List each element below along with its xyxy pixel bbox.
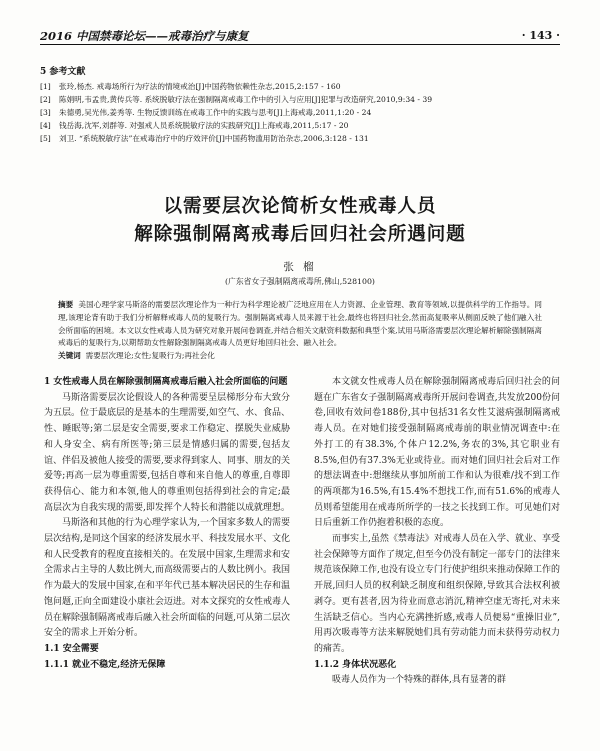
body-column-left	[44, 375, 290, 673]
abstract	[58, 299, 542, 350]
body-paragraph: 马斯洛和其他的行为心理学家认为,一个国家多数人的需要层次结构,是同这个国家的经济发展水平、科技发展水平、文化和人民受教育的程度直接相关的。在发展中国家,生理需求和安全需求占主导的人数比例大,而高级需要占的人数比例小。我国作为最大的发展中国家,在和平年代已基本解决居民的生存和温饱问题,正向全面建设小康社会迈进。对本文探究的女性戒毒人员在解除强制隔离戒毒后融入社会所面临的问题,可从第二层次安全的需求上开始分析。	[44, 518, 290, 639]
author-name: 张 榴	[283, 261, 317, 273]
header-rule	[40, 44, 560, 45]
reference-number: [1]	[40, 82, 51, 92]
article-title-line-2: 解除强制隔离戒毒后回归社会所遇问题	[134, 224, 466, 245]
abstract-text: 美国心理学家马斯洛的需要层次理论作为一种行为科学理论被广泛地应用在人力资源、企业管理、教育等领域,以提供科学的工作指导。同理,该理论背有助于我们分析解释戒毒人员的复吸行为。强制隔离戒毒人员来源于社会,最终也将回归社会,然而高复吸率从侧面反映了他们融入社会所面临的困境。本文以女性戒毒人员为研究对象开展问卷调查,并结合相关文献资料数据和典型个案,试用马斯洛需要层次理论解析解除强制隔离戒毒后的复吸行为,以期帮助女性解除强制隔离戒毒人员更好地回归社会、融入社会。	[58, 300, 542, 348]
article-title-line-1: 以需要层次论简析女性戒毒人员	[163, 196, 437, 217]
keywords-label: 关键词	[58, 351, 81, 361]
reference-item	[40, 132, 560, 145]
reference-item	[40, 80, 560, 93]
body-paragraph: 本文就女性戒毒人员在解除强制隔离戒毒后回归社会的问题在广东省女子强制隔离戒毒所开展问卷调查,共发放200份问卷,回收有效问卷188份,其中包括31名女性艾滋病强制隔离戒毒人员。在对她们接受强制隔离戒毒前的职业情况调查中:在外打工的有38.3%,个体户12.2%,务农的3%,其它职业有8.5%,但仍有37.3%无业或待业。而对她们回归社会后对工作的想法调查中:想继续从事加所前工作和认为很难/找不到工作的两项都为16.5%,有15.4%不想找工作,而有51.6%的戒毒人员则希望能用在戒毒所所学的一技之长找到工作。可见她们对日后重新工作仍抱着积极的态度。	[314, 377, 560, 529]
reference-number: [3]	[40, 108, 51, 118]
reference-number: [2]	[40, 95, 51, 105]
keywords	[58, 350, 542, 363]
body-column-right	[314, 375, 560, 689]
section-heading: 1 女性戒毒人员在解除强制隔离戒毒后融入社会所面临的问题	[44, 377, 288, 387]
page-number: · 143 ·	[521, 29, 560, 42]
reference-text: 陈娟明,韦孟贵,黄传兵等. 系统脱敏疗法在强制隔离戒毒工作中的引入与应用[J]犯罪与改造研究,2010,9:34 - 39	[59, 95, 433, 105]
references-heading: 5 参考文献	[40, 67, 86, 77]
reference-text: 刘卫. “系统脱敏疗法”在戒毒治疗中的疗效评价[J]中国药物滥用防治杂志,2006,3:128 - 131	[59, 134, 369, 144]
references-section	[40, 66, 560, 146]
journal-title: 2016 中国禁毒论坛——戒毒治疗与康复	[40, 29, 249, 43]
abstract-block	[58, 299, 542, 363]
reference-item	[40, 119, 560, 132]
reference-item	[40, 93, 560, 106]
body-paragraph: 吸毒人员作为一个特殊的群体,具有显著的群	[332, 675, 506, 686]
reference-number: [5]	[40, 134, 51, 144]
subsection-heading: 1.1.2 身体状况恶化	[314, 659, 397, 670]
author-affiliation: (广东省女子强制隔离戒毒所,佛山,528100)	[225, 277, 375, 286]
body-paragraph: 而事实上,虽然《禁毒法》对戒毒人员在入学、就业、享受社会保障等方面作了规定,但至今仍没有制定一部专门的法律来规范该保障工作,也没有设立专门行使护组织来推动保障工作的开展,回归人员的权利缺乏制度和组织保障,导致其合法权利被剥夺。更有甚者,因为待业而意志消沉,精神空虚无寄托,对未来生活缺乏信心。当内心充满挫折感,戒毒人员便易“重操旧业”,用再次吸毒等方法来解脱她们具有劳动能力而未获得劳动权力的痛苦。	[314, 534, 560, 654]
reference-text: 朱德勇,吴光伟,姜秀等. 生物反馈训练在戒毒工作中的实践与思考[J]上海戒毒,2011,1:20 - 24	[59, 108, 372, 118]
reference-item	[40, 106, 560, 119]
abstract-label: 摘要	[58, 300, 74, 309]
subsection-heading: 1.1 安全需要	[44, 643, 99, 654]
body-paragraph: 马斯洛需要层次论假设人的各种需要呈层梯形分布大致分为五层。位于最底层的是基本的生理需要,如空气、水、食品、性、睡眠等;第二层是安全需要,要求工作稳定、摆脱失业威胁和人身安全、病有所医等;第三层是情感归属的需要,包括友谊、伴侣及被他人接受的需要,要求得到家人、同事、朋友的关爱等;再高一层为尊重需要,包括自尊和来自他人的尊重,自尊即获得信心、能力和本领,他人的尊重则包括得到社会的肯定;最高层次为自我实现的需要,即发挥个人特长和潜能以成就理想。	[44, 392, 290, 513]
reference-text: 张玲,杨杰. 戒毒场所行为疗法的情境戒治[J]中国药物依赖性杂志,2015,2:157 - 160	[59, 82, 341, 92]
reference-text: 钱岳海,沈军,刘群等. 对强戒人员系统脱敏疗法的实践研究[J]上海戒毒,2011,5:17 - 20	[59, 121, 349, 131]
reference-number: [4]	[40, 121, 51, 131]
keywords-text: 需要层次理论;女性;复吸行为;再社会化	[85, 351, 215, 361]
subsection-heading: 1.1.1 就业不稳定,经济无保障	[44, 659, 166, 670]
article-title	[40, 193, 560, 249]
